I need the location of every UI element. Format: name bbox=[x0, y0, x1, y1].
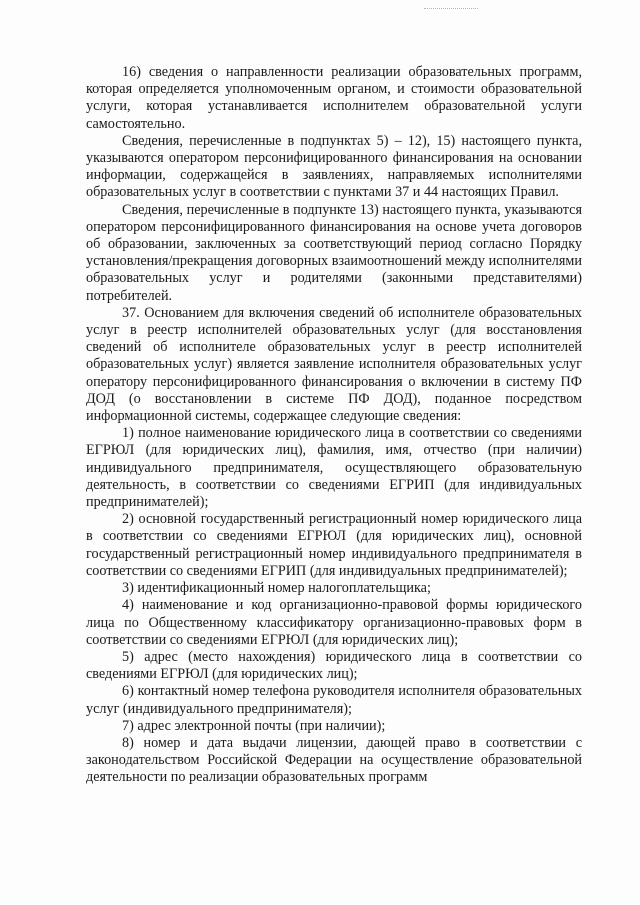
list-item-7: 7) адрес электронной почты (при наличии); bbox=[122, 717, 386, 734]
list-item-4: 4) наименование и код организационно-правовой формы юридического лица по Общественному классификатору организационно-правовых форм в соответствии со сведениями ЕГРЮЛ (для юридических лиц); bbox=[86, 597, 582, 648]
paragraph-info-source-13: Сведения, перечисленные в подпункте 13) настоящего пункта, указываются оператором персонифицированного финансирования на основе учета договоров об образовании, заключенных за соответствующий период согласно Порядку установления/прекращения договорных взаимоотношений между исполнителями образовательных услуг и родителями (законными представителями) потребителей. bbox=[86, 201, 582, 304]
paragraph-info-sources-5-15: Сведения, перечисленные в подпунктах 5) – 12), 15) настоящего пункта, указываются оператором персонифицированного финансирования на основании информации, содержащейся в заявлениях, направляемых исполнителями образовательных услуг в соответствии с пунктами 37 и 44 настоящих Правил. bbox=[86, 132, 582, 201]
paragraph-item-16: 16) сведения о направленности реализации образовательных программ, которая определяется уполномоченным органом, и стоимости образовательной услуги, которая устанавливается исполнителем образовательной услуги самостоятельно. bbox=[86, 64, 582, 132]
scan-artifact-mark bbox=[424, 8, 478, 10]
list-item-1: 1) полное наименование юридического лица в соответствии со сведениями ЕГРЮЛ (для юридических лиц), фамилия, имя, отчество (при наличии) индивидуального предпринимателя, осуществляющего образовательную деятельность, в соответствии со сведениями ЕГРИП (для индивидуальных предпринимателей); bbox=[86, 425, 582, 511]
list-item-2: 2) основной государственный регистрационный номер юридического лица в соответствии со сведениями ЕГРЮЛ (для юридических лиц), основной государственный регистрационный номер индивидуального предпринимателя в соответствии со сведениями ЕГРИП (для индивидуальных предпринимателей); bbox=[86, 511, 582, 579]
list-item-8: 8) номер и дата выдачи лицензии, дающей право в соответствии с законодательством Российской Федерации на осуществление образовательной деятельности по реализации образовательных программ bbox=[86, 734, 582, 786]
list-item-3: 3) идентификационный номер налогоплательщика; bbox=[122, 580, 431, 597]
list-item-6: 6) контактный номер телефона руководителя исполнителя образовательных услуг (индивидуального предпринимателя); bbox=[86, 683, 582, 717]
document-body bbox=[86, 64, 582, 787]
list-item-5: 5) адрес (место нахождения) юридического лица в соответствии со сведениями ЕГРЮЛ (для юридических лиц); bbox=[86, 648, 582, 683]
paragraph-clause-37: 37. Основанием для включения сведений об исполнителе образовательных услуг в реестр исполнителей образовательных услуг (для восстановления сведений об исполнителе образовательных услуг в реестр исполнителей образовательных услуг) является заявление исполнителя образовательных услуг оператору персонифицированного финансирования о включении в систему ПФ ДОД (о восстановлении в системе ПФ ДОД), поданное посредством информационной системы, содержащее следующие сведения: bbox=[86, 304, 582, 425]
